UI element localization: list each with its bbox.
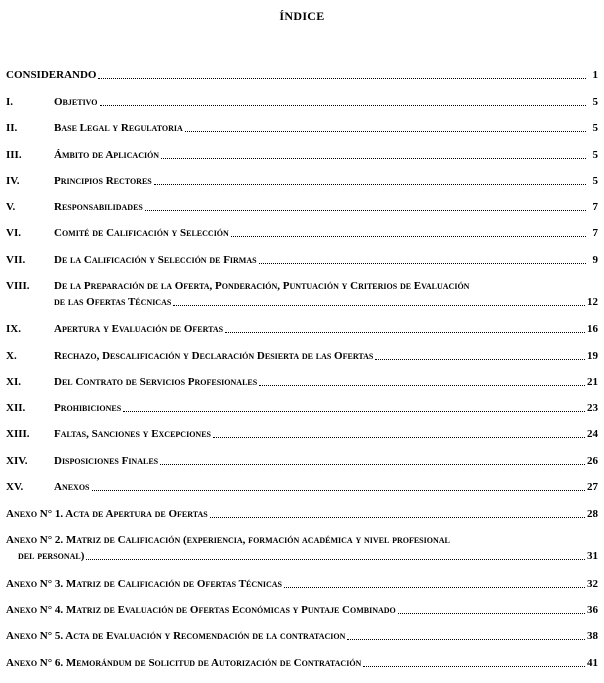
- annex-label: Anexo N° 3. Matriz de Calificación de Ofertas Técnicas: [6, 578, 283, 590]
- toc-label: CONSIDERANDO: [6, 69, 97, 81]
- toc-label: Anexos: [54, 481, 90, 493]
- toc-number: VII.: [6, 254, 26, 266]
- toc-page: 9: [592, 254, 598, 266]
- toc-label: Objetivo: [54, 96, 98, 108]
- toc-annex-multiline[interactable]: [6, 534, 598, 563]
- toc-label: Base Legal y Regulatoria: [54, 122, 183, 134]
- annex-label: Anexo N° 6. Memorándum de Solicitud de Autorización de Contratación: [6, 657, 362, 669]
- leader-dots: [145, 210, 586, 211]
- leader-dots: [154, 184, 586, 185]
- toc-annex[interactable]: [6, 657, 598, 670]
- leader-dots: [86, 559, 585, 560]
- leader-dots: [161, 158, 586, 159]
- leader-dots: [231, 236, 586, 237]
- toc-label: Principios Rectores: [54, 175, 152, 187]
- annex-label: Anexo N° 2. Matriz de Calificación (experiencia, formación académica y nivel profesional: [6, 534, 450, 546]
- toc-page: 27: [587, 481, 598, 493]
- toc-page: 5: [592, 175, 598, 187]
- toc-label: Rechazo, Descalificación y Declaración Desierta de las Ofertas: [54, 350, 374, 362]
- leader-dots: [259, 385, 585, 386]
- toc-entry[interactable]: [6, 428, 598, 441]
- toc-page: 1: [592, 69, 598, 81]
- toc-label: Comité de Calificación y Selección: [54, 227, 229, 239]
- leader-dots: [398, 613, 585, 614]
- toc-number: III.: [6, 149, 22, 161]
- toc-entry[interactable]: [6, 122, 598, 135]
- leader-dots: [100, 105, 586, 106]
- toc-entry-considerando[interactable]: [6, 69, 598, 82]
- leader-dots: [213, 437, 585, 438]
- toc-page: 21: [587, 376, 598, 388]
- toc-page: 19: [587, 350, 598, 362]
- toc-entry[interactable]: [6, 96, 598, 109]
- toc-entry[interactable]: [6, 175, 598, 188]
- toc-page: 38: [587, 630, 598, 642]
- leader-dots: [92, 490, 585, 491]
- toc-number: VIII.: [6, 280, 30, 292]
- leader-dots: [123, 411, 585, 412]
- toc-page: 7: [592, 201, 598, 213]
- toc-page: 23: [587, 402, 598, 414]
- toc-page: 31: [587, 550, 598, 562]
- toc-number: XIII.: [6, 428, 30, 440]
- toc-entry[interactable]: [6, 227, 598, 240]
- toc-annex[interactable]: [6, 578, 598, 591]
- toc-label: De la Calificación y Selección de Firmas: [54, 254, 257, 266]
- toc-label: Faltas, Sanciones y Excepciones: [54, 428, 211, 440]
- leader-dots: [259, 263, 586, 264]
- page-title: ÍNDICE: [279, 9, 325, 23]
- toc-label: Prohibiciones: [54, 402, 122, 414]
- toc-page: 41: [587, 657, 598, 669]
- toc-label-continued: de las Ofertas Técnicas: [54, 296, 172, 308]
- toc-page: 12: [587, 296, 598, 308]
- toc-label: Disposiciones Finales: [54, 455, 159, 467]
- toc-label: De la Preparación de la Oferta, Ponderación, Puntuación y Criterios de Evaluación: [54, 280, 470, 292]
- toc-number: I.: [6, 96, 14, 108]
- leader-dots: [98, 78, 586, 79]
- toc-page: 32: [587, 578, 598, 590]
- toc-label: Del Contrato de Servicios Profesionales: [54, 376, 258, 388]
- toc-entry[interactable]: [6, 350, 598, 363]
- annex-label-continued: del personal): [18, 550, 85, 562]
- toc-entry[interactable]: [6, 149, 598, 162]
- toc-number: IV.: [6, 175, 20, 187]
- toc-number: XI.: [6, 376, 21, 388]
- toc-entry[interactable]: [6, 254, 598, 267]
- toc-page: 5: [592, 96, 598, 108]
- leader-dots: [210, 517, 585, 518]
- toc-page: 16: [587, 323, 598, 335]
- toc-entry[interactable]: [6, 323, 598, 336]
- toc-number: VI.: [6, 227, 21, 239]
- annex-label: Anexo N° 4. Matriz de Evaluación de Ofertas Económicas y Puntaje Combinado: [6, 604, 396, 616]
- toc-page: 24: [587, 428, 598, 440]
- toc-page: 28: [587, 508, 598, 520]
- toc-entry[interactable]: [6, 455, 598, 468]
- leader-dots: [160, 464, 585, 465]
- toc-annex[interactable]: [6, 604, 598, 617]
- leader-dots: [185, 131, 586, 132]
- toc-label: Apertura y Evaluación de Ofertas: [54, 323, 224, 335]
- leader-dots: [284, 587, 585, 588]
- toc-number: XII.: [6, 402, 26, 414]
- leader-dots: [225, 332, 585, 333]
- toc-entry[interactable]: [6, 201, 598, 214]
- toc-annex[interactable]: [6, 630, 598, 643]
- toc-entry-multiline[interactable]: [6, 280, 598, 309]
- leader-dots: [375, 359, 585, 360]
- toc-page: 5: [592, 122, 598, 134]
- leader-dots: [347, 639, 585, 640]
- toc-number: V.: [6, 201, 16, 213]
- toc-page: 7: [592, 227, 598, 239]
- toc-entry[interactable]: [6, 481, 598, 494]
- toc-page: 26: [587, 455, 598, 467]
- toc-number: XV.: [6, 481, 24, 493]
- leader-dots: [363, 666, 585, 667]
- annex-label: Anexo N° 1. Acta de Apertura de Ofertas: [6, 508, 208, 520]
- toc-number: IX.: [6, 323, 21, 335]
- toc-entry[interactable]: [6, 376, 598, 389]
- toc-page: 36: [587, 604, 598, 616]
- leader-dots: [173, 305, 585, 306]
- toc-number: II.: [6, 122, 18, 134]
- toc-label: Responsabilidades: [54, 201, 143, 213]
- toc-annex[interactable]: [6, 508, 598, 521]
- toc-number: XIV.: [6, 455, 28, 467]
- toc-page: 5: [592, 149, 598, 161]
- toc-label: Ámbito de Aplicación: [54, 149, 160, 161]
- annex-label: Anexo N° 5. Acta de Evaluación y Recomendación de la contratacion: [6, 630, 346, 642]
- toc-number: X.: [6, 350, 17, 362]
- toc-entry[interactable]: [6, 402, 598, 415]
